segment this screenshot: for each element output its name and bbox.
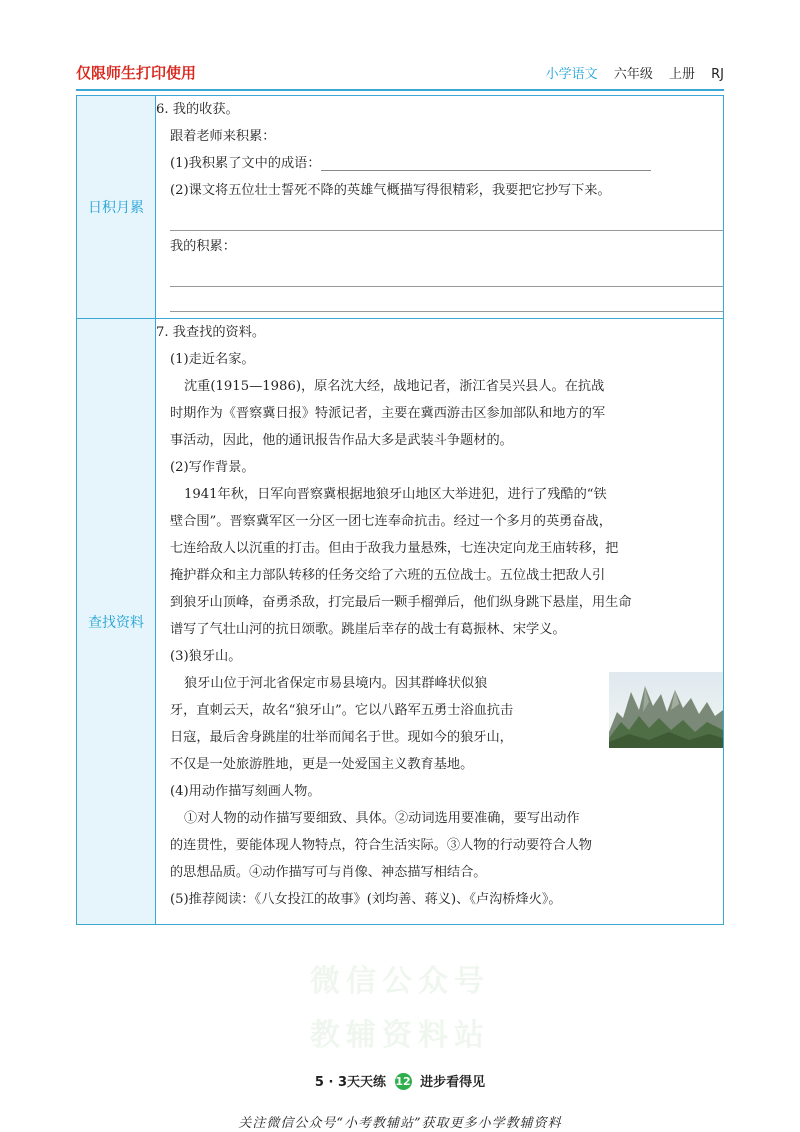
author-line: 时期作为《晋察冀日报》特派记者，主要在冀西游击区参加部队和地方的军 — [170, 406, 606, 421]
author-subtitle: (1)走近名家。 — [170, 352, 255, 367]
research-content — [156, 319, 724, 925]
watermark — [0, 955, 800, 1063]
section-accumulation — [77, 96, 724, 319]
header-divider — [76, 89, 724, 91]
background-line: 掩护群众和主力部队转移的任务交给了六班的五位战士。五位战士把敌人引 — [170, 568, 606, 583]
background-line: 谱写了气壮山河的抗日颂歌。跳崖后幸存的战士有葛振林、宋学义。 — [170, 622, 566, 637]
watermark-line-2: 教辅资料站 — [310, 1018, 490, 1053]
background-subtitle: (2)写作背景。 — [170, 460, 255, 475]
action-subtitle: (4)用动作描写刻画人物。 — [170, 784, 321, 799]
background-line: 七连给敌人以沉重的打击。但由于敌我力量悬殊，七连决定向龙王庙转移，把 — [170, 541, 619, 556]
idioms-prompt: (1)我积累了文中的成语： — [170, 156, 321, 171]
langya-block — [156, 670, 723, 778]
mountain-photo — [609, 672, 723, 748]
print-notice: 仅限师生打印使用 — [76, 64, 197, 82]
research-title: 7. 我查找的资料。 — [156, 325, 266, 340]
page-footer — [0, 1071, 800, 1090]
section-research — [77, 319, 724, 925]
page-header — [76, 62, 724, 84]
side-label-accumulation: 日积月累 — [77, 96, 156, 319]
langya-line: 狼牙山位于河北省保定市易县境内。因其群峰状似狼 — [184, 676, 488, 691]
action-line: 的连贯性，要能体现人物特点，符合生活实际。③人物的行动要符合人物 — [170, 838, 592, 853]
background-line: 壁合围”。晋察冀军区一分区一团七连奉命抗击。经过一个多月的英勇奋战， — [170, 514, 612, 529]
book-info — [546, 63, 724, 82]
intro-text: 跟着老师来积累： — [170, 129, 276, 144]
series-name: 5 · 3天天练 — [314, 1075, 386, 1090]
langya-line: 不仅是一处旅游胜地，更是一处爱国主义教育基地。 — [170, 757, 474, 772]
background-line: 到狼牙山顶峰，奋勇杀敌，打完最后一颗手榴弹后，他们纵身跳下悬崖，用生命 — [170, 595, 632, 610]
action-line: 的思想品质。④动作描写可与肖像、神态描写相结合。 — [170, 865, 487, 880]
page-number-badge: 12 — [395, 1075, 411, 1088]
action-line: ①对人物的动作描写要细致、具体。②动词选用要准确，要写出动作 — [184, 811, 580, 826]
accumulation-content — [156, 96, 724, 319]
notes-answer-line-1[interactable] — [170, 260, 723, 287]
langya-line: 牙，直刺云天，故名“狼牙山”。它以八路军五勇士浴血抗击 — [170, 703, 514, 718]
author-line: 事活动，因此，他的通讯报告作品大多是武装斗争题材的。 — [170, 433, 513, 448]
question-title: 6. 我的收获。 — [156, 102, 239, 117]
promo-text: 关注微信公众号“小考教辅站”获取更多小学教辅资料 — [238, 1116, 562, 1131]
copy-answer-line[interactable] — [170, 204, 723, 231]
langya-line: 日寇，最后舍身跳崖的壮举而闻名于世。现如今的狼牙山， — [170, 730, 513, 745]
langya-subtitle: (3)狼牙山。 — [170, 649, 242, 664]
edition-label: RJ — [711, 67, 724, 82]
volume-label: 上册 — [668, 67, 695, 82]
idioms-answer-blank[interactable] — [321, 152, 651, 171]
worksheet-table — [76, 95, 724, 925]
series-slogan: 进步看得见 — [420, 1075, 486, 1090]
recommended-reading: (5)推荐阅读：《八女投江的故事》(刘均善、蒋义)、《卢沟桥烽火》。 — [170, 892, 562, 907]
subject-label: 小学语文 — [545, 67, 598, 82]
author-line: 沈重(1915—1986)，原名沈大经，战地记者，浙江省吴兴县人。在抗战 — [184, 379, 605, 394]
watermark-line-1: 微信公众号 — [310, 964, 490, 999]
my-notes-label: 我的积累： — [170, 239, 236, 254]
grade-label: 六年级 — [613, 67, 653, 82]
side-label-research: 查找资料 — [77, 319, 156, 925]
question-idioms — [156, 150, 723, 177]
question-copy: (2)课文将五位壮士誓死不降的英雄气概描写得很精彩，我要把它抄写下来。 — [170, 183, 611, 198]
notes-answer-line-2[interactable] — [170, 287, 723, 312]
background-line: 1941年秋，日军向晋察冀根据地狼牙山地区大举进犯，进行了残酷的“铁 — [184, 487, 607, 502]
